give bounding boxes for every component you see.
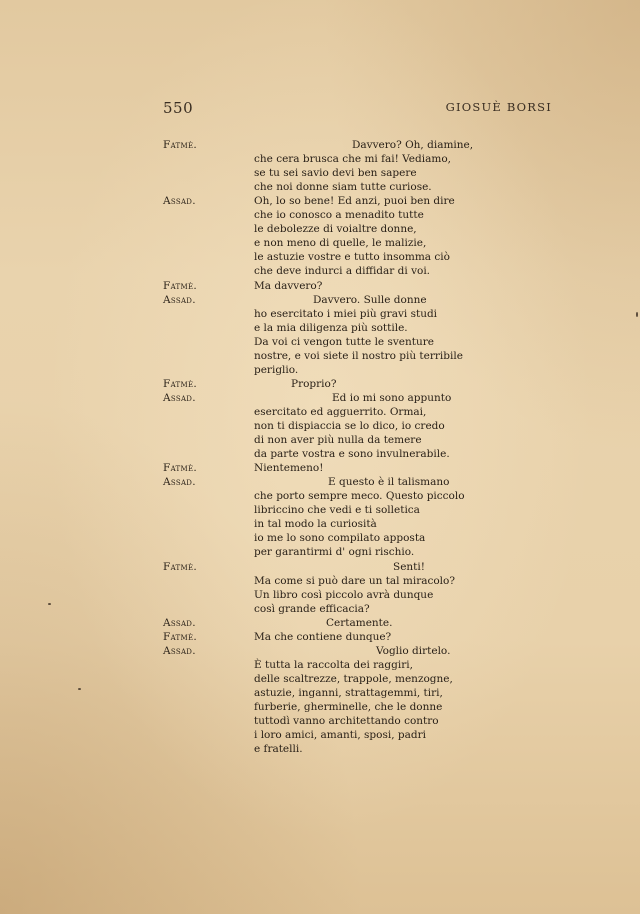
verse-line bbox=[0, 250, 640, 264]
verse-text: di non aver più nulla da temere bbox=[254, 434, 422, 447]
verse-line bbox=[0, 574, 640, 588]
verse-text: Da voi ci vengon tutte le sventure bbox=[254, 335, 434, 348]
verse-line bbox=[0, 545, 640, 559]
verse-line bbox=[0, 138, 640, 152]
speaker-name: Assad. bbox=[163, 616, 196, 629]
verse-line bbox=[0, 517, 640, 531]
verse-line bbox=[0, 728, 640, 742]
verse-line bbox=[0, 503, 640, 517]
verse-line bbox=[0, 264, 640, 278]
verse-line bbox=[0, 293, 640, 307]
verse-text: che porto sempre meco. Questo piccolo bbox=[254, 490, 465, 503]
verse-text: e fratelli. bbox=[254, 743, 303, 756]
verse-line bbox=[0, 461, 640, 475]
speaker-name: Fatmè. bbox=[163, 462, 198, 475]
verse-text: Certamente. bbox=[326, 616, 393, 629]
verse-text: le debolezze di voialtre donne, bbox=[254, 223, 417, 236]
verse-text: È tutta la raccolta dei raggiri, bbox=[254, 658, 413, 671]
verse-text: così grande efficacia? bbox=[254, 602, 370, 615]
running-head: GIOSUÈ BORSI bbox=[445, 100, 552, 114]
verse-line bbox=[0, 686, 640, 700]
verse-line bbox=[0, 377, 640, 391]
verse-text: non ti dispiaccia se lo dico, io credo bbox=[254, 420, 445, 432]
verse-text: Voglio dirtelo. bbox=[376, 644, 451, 657]
verse-line bbox=[0, 419, 640, 433]
verse-line bbox=[0, 700, 640, 714]
verse-line bbox=[0, 307, 640, 321]
verse-text: periglio. bbox=[254, 363, 299, 376]
verse-line bbox=[0, 391, 640, 405]
speaker-name: Fatmè. bbox=[163, 630, 198, 643]
verse-text: Senti! bbox=[393, 560, 425, 573]
verse-text: furberie, gherminelle, che le donne bbox=[254, 701, 443, 713]
verse-line bbox=[0, 714, 640, 728]
paper-speck bbox=[48, 603, 51, 605]
verse-text: se tu sei savio devi ben sapere bbox=[254, 167, 417, 180]
verse-text: E questo è il talismano bbox=[328, 476, 450, 489]
verse-line bbox=[0, 602, 640, 616]
verse-text: Ed io mi sono appunto bbox=[332, 391, 452, 404]
verse-text: da parte vostra e sono invulnerabile. bbox=[254, 448, 450, 461]
verse-text: astuzie, inganni, strattagemmi, tiri, bbox=[254, 686, 443, 699]
verse-line bbox=[0, 531, 640, 545]
verse-text: in tal modo la curiosità bbox=[254, 518, 377, 531]
verse-text: tuttodì vanno architettando contro bbox=[254, 715, 439, 728]
verse-text: e la mia diligenza più sottile. bbox=[254, 321, 408, 334]
verse-text: ho esercitato i miei più gravi studi bbox=[254, 307, 438, 320]
verse-text: Ma davvero? bbox=[254, 279, 323, 292]
verse-line bbox=[0, 152, 640, 166]
verse-line bbox=[0, 560, 640, 574]
verse-line bbox=[0, 588, 640, 602]
page-header bbox=[0, 99, 640, 119]
verse-text: io me lo sono compilato apposta bbox=[254, 532, 426, 545]
speaker-name: Fatmè. bbox=[163, 279, 198, 292]
verse-line bbox=[0, 236, 640, 250]
verse-text: che deve indurci a diffidar di voi. bbox=[254, 265, 431, 278]
verse-line bbox=[0, 433, 640, 447]
verse-line bbox=[0, 630, 640, 644]
verse-line bbox=[0, 405, 640, 419]
verse-text: per garantirmi d' ogni rischio. bbox=[254, 546, 415, 559]
verse-line bbox=[0, 349, 640, 363]
verse-line bbox=[0, 194, 640, 208]
speaker-name: Fatmè. bbox=[163, 560, 198, 573]
verse-line bbox=[0, 335, 640, 349]
verse-text: nostre, e voi siete il nostro più terribile bbox=[254, 349, 463, 362]
verse-line bbox=[0, 222, 640, 236]
verse-line bbox=[0, 321, 640, 335]
verse-line bbox=[0, 489, 640, 503]
verse-line bbox=[0, 180, 640, 194]
verse-line bbox=[0, 475, 640, 489]
speaker-name: Assad. bbox=[163, 293, 196, 306]
paper-speck bbox=[636, 312, 638, 317]
speaker-name: Assad. bbox=[163, 476, 196, 489]
verse-text: Nientemeno! bbox=[254, 462, 324, 475]
verse-text: libriccino che vedi e ti solletica bbox=[254, 504, 420, 517]
speaker-name: Fatmè. bbox=[163, 377, 198, 390]
verse-text: che noi donne siam tutte curiose. bbox=[254, 181, 432, 194]
verse-text: Proprio? bbox=[291, 377, 337, 390]
verse-text: Un libro così piccolo avrà dunque bbox=[254, 588, 434, 601]
verse-text: Ma come si può dare un tal miracolo? bbox=[254, 574, 455, 587]
verse-text: i loro amici, amanti, sposi, padri bbox=[254, 729, 426, 742]
verse-text: delle scaltrezze, trappole, menzogne, bbox=[254, 672, 453, 685]
verse-line bbox=[0, 742, 640, 756]
verse-text: Oh, lo so bene! Ed anzi, puoi ben dire bbox=[254, 195, 455, 208]
page-number: 550 bbox=[163, 99, 194, 117]
speaker-name: Fatmè. bbox=[163, 139, 198, 151]
paper-speck bbox=[78, 688, 81, 690]
verse-line bbox=[0, 616, 640, 630]
verse-text: le astuzie vostre e tutto insomma ciò bbox=[254, 251, 450, 264]
verse-text: esercitato ed agguerrito. Ormai, bbox=[254, 405, 427, 418]
verse-line bbox=[0, 658, 640, 672]
verse-line bbox=[0, 672, 640, 686]
verse-text: che cera brusca che mi fai! Vediamo, bbox=[254, 153, 451, 166]
verse-line bbox=[0, 208, 640, 222]
verse-text: Ma che contiene dunque? bbox=[254, 630, 392, 643]
verse-line bbox=[0, 279, 640, 293]
verse-line bbox=[0, 447, 640, 461]
speaker-name: Assad. bbox=[163, 644, 196, 657]
verse-line bbox=[0, 166, 640, 180]
verse-line bbox=[0, 363, 640, 377]
verse-text: che io conosco a menadito tutte bbox=[254, 209, 424, 222]
verse-text: Davvero. Sulle donne bbox=[313, 293, 427, 306]
speaker-name: Assad. bbox=[163, 195, 196, 208]
verse-text: Davvero? Oh, diamine, bbox=[352, 139, 474, 151]
speaker-name: Assad. bbox=[163, 391, 196, 404]
verse-line bbox=[0, 644, 640, 658]
verse-text: e non meno di quelle, le malizie, bbox=[254, 237, 427, 250]
